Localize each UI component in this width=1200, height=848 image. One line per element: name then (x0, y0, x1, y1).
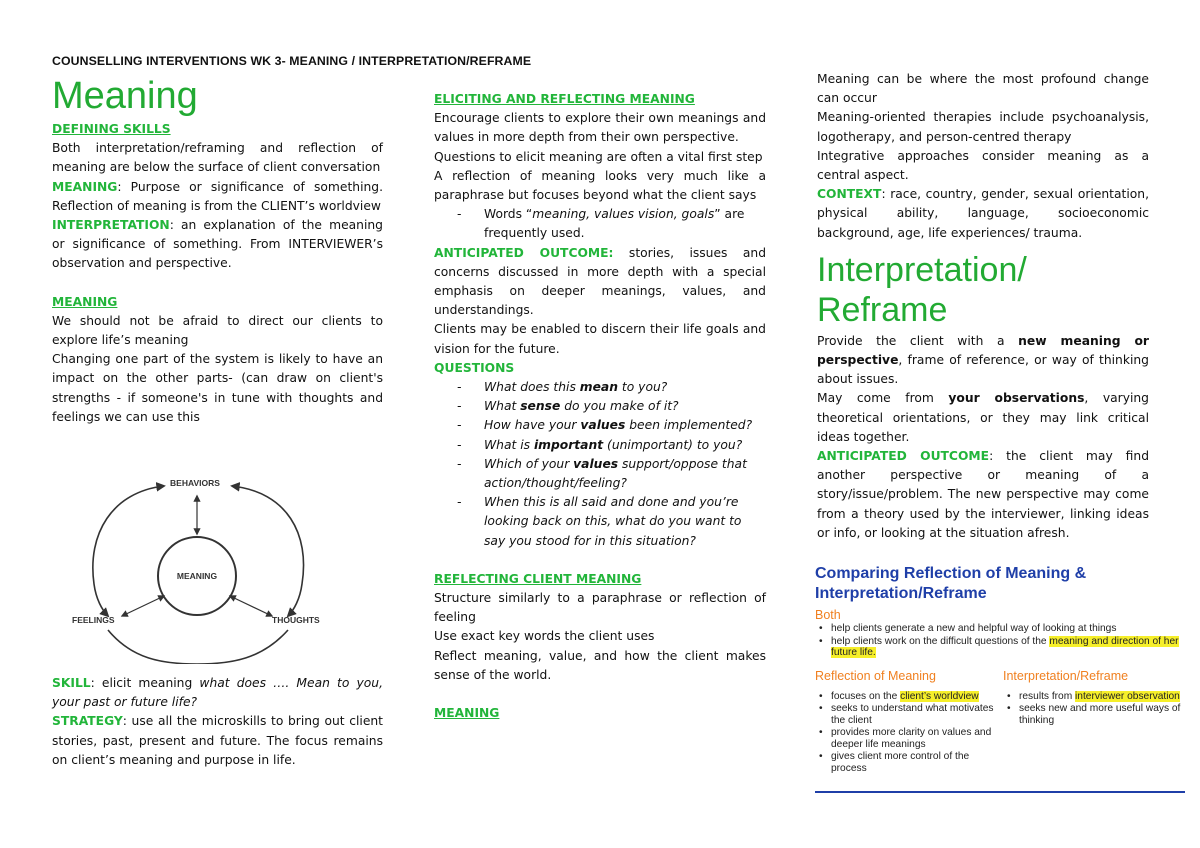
both-list (815, 623, 1185, 659)
document-header: COUNSELLING INTERVENTIONS WK 3- MEANING / INTERPRETATION/REFRAME (52, 54, 532, 68)
both-label: Both (815, 608, 841, 622)
context-label: CONTEXT (817, 187, 882, 202)
strategy-label: STRATEGY (52, 714, 123, 729)
anticipated-label: ANTICIPATED OUTCOME: (434, 245, 614, 260)
question-item: - What does this mean to you? (484, 378, 766, 397)
comparison-title: Comparing Reflection of Meaning & Interpretation/Reframe (815, 565, 1087, 602)
defining-skills-heading: DEFINING SKILLS (52, 122, 171, 136)
context-text: : race, country, gender, sexual orientation, physical ability, language, socioeconomic background, age, life experiences/ trauma. (817, 187, 1149, 240)
interpretation-heading: Interpretation/Reframe (1003, 668, 1129, 683)
reflection-heading: Reflection of Meaning (815, 668, 936, 683)
diagram-top-label: BEHAVIORS (170, 478, 220, 488)
arc-left (93, 486, 164, 616)
reflecting-paragraph-1: Structure similarly to a paraphrase or reflection of feeling (434, 591, 766, 625)
interp-anticipated-label: ANTICIPATED OUTCOME (817, 449, 990, 464)
interpretation-label: INTERPRETATION (52, 218, 170, 233)
interpretation-list (1003, 691, 1183, 727)
interp-anticipated-paragraph (817, 447, 1149, 543)
question-item: - Which of your values support/oppose that action/thought/feeling? (484, 455, 766, 493)
strategy-paragraph (52, 712, 383, 770)
both-paragraph: Both interpretation/reframing and reflection of meaning are below the surface of client conversation (52, 141, 383, 175)
reflection-item-1: • focuses on the client’s worldview (831, 691, 1005, 703)
right-paragraph-1: Meaning can be where the most profound change can occur (817, 72, 1149, 106)
arc-right (232, 486, 304, 616)
eliciting-heading: ELICITING AND REFLECTING MEANING (434, 92, 695, 106)
reflecting-heading: REFLECTING CLIENT MEANING (434, 571, 642, 586)
interpretation-item-2: • seeks new and more useful ways of thinking (1019, 703, 1183, 726)
questions-list (434, 378, 766, 551)
reflection-item-3: • provides more clarity on values and deeper life meanings (831, 727, 1005, 750)
diagram-center-label: MEANING (176, 571, 218, 581)
reflecting-paragraph-3: Reflect meaning, value, and how the client makes sense of the world. (434, 648, 766, 682)
may-come-paragraph: May come from your observations, varying theoretical orientations, or they may link critical ideas together. (817, 391, 1149, 444)
reflection-list (815, 691, 1005, 775)
meaning-paragraph-2: Changing one part of the system is likely to have an impact on the other parts- (can draw on client's strengths - if someone's in tune with thoughts and feelings we can use this (52, 352, 383, 424)
meaning-title: Meaning (52, 75, 198, 117)
meaning-label: MEANING (52, 179, 118, 194)
eliciting-paragraph-3: A reflection of meaning looks very much like a paraphrase but focuses beyond what the client says (434, 168, 766, 203)
column-middle (434, 90, 766, 723)
interpretation-title: Interpretation/ Reframe (817, 250, 1027, 329)
right-paragraph-3: Integrative approaches consider meaning as a central aspect. (817, 148, 1149, 183)
skill-question: what does …. Mean to you, your past or future life? (52, 676, 383, 710)
words-list (434, 205, 766, 243)
question-item: - What sense do you make of it? (484, 397, 766, 416)
column-right (817, 70, 1149, 543)
diagram-right-label: THOUGHTS (272, 615, 320, 625)
reflection-item-4: • gives client more control of the process (831, 751, 1005, 774)
question-item: - When this is all said and done and you’re looking back on this, what do you want to say you stood for in this situation? (484, 493, 766, 551)
meaning-paragraph-1: We should not be afraid to direct our clients to explore life’s meaning (52, 313, 383, 348)
question-item: - What is important (unimportant) to you? (484, 436, 766, 455)
arc-bottom (108, 630, 288, 664)
column-left (52, 74, 383, 427)
meaning-definition (52, 178, 383, 216)
meaning-heading-2: MEANING (434, 706, 500, 721)
words-item: - Words “meaning, values vision, goals” are frequently used. (484, 205, 766, 243)
comparison-bottom-rule (815, 791, 1185, 793)
meaning-section-heading: MEANING (52, 294, 118, 309)
interpretation-definition-text: : an explanation of the meaning or significance of something. From INTERVIEWER’s observation and perspective. (52, 218, 383, 271)
eliciting-paragraph-2: Questions to elicit meaning are often a vital first step (434, 149, 763, 164)
skill-strategy-block (52, 674, 383, 770)
both-item-2: • help clients work on the difficult questions of the meaning and direction of her future life. (831, 636, 1185, 659)
question-item: - How have your values been implemented? (484, 416, 766, 435)
meaning-diagram (52, 474, 352, 664)
context-paragraph (817, 185, 1149, 243)
provide-paragraph: Provide the client with a new meaning or perspective, frame of reference, or way of thinking about issues. (817, 333, 1149, 387)
anticipated-text: stories, issues and concerns discussed in more depth with a special emphasis on deeper meanings, values, and understandings. (434, 245, 767, 318)
strategy-text: : use all the microskills to bring out client stories, past, present and future. The focus remains on client’s meaning and purpose in life. (52, 714, 383, 767)
reflecting-paragraph-2: Use exact key words the client uses (434, 629, 655, 644)
interpretation-item-1: • results from interviewer observation (1019, 691, 1183, 703)
anticipated-outcome-paragraph (434, 244, 766, 321)
comparison-figure (815, 564, 1185, 792)
skill-label: SKILL (52, 676, 91, 690)
arrow-thoughts (230, 596, 272, 616)
eliciting-paragraph-4: Clients may be enabled to discern their life goals and vision for the future. (434, 322, 766, 356)
interpretation-definition (52, 216, 383, 274)
both-item-1: • help clients generate a new and helpful way of looking at things (831, 623, 1185, 635)
eliciting-paragraph-1: Encourage clients to explore their own meanings and values in more depth from their own perspective. (434, 111, 766, 145)
questions-label: QUESTIONS (434, 360, 515, 375)
meaning-definition-text: : Purpose or significance of something. Reflection of meaning is from the CLIENT’s worldview (52, 179, 383, 213)
interpretation-column (1003, 669, 1183, 728)
skill-paragraph (52, 674, 383, 712)
right-paragraph-2: Meaning-oriented therapies include psychoanalysis, logotherapy, and person-centred therapy (817, 110, 1149, 144)
arrow-feelings (122, 596, 164, 616)
reflection-item-2: • seeks to understand what motivates the client (831, 703, 1005, 726)
reflection-column (815, 669, 1005, 776)
skill-text: : elicit meaning (90, 676, 200, 690)
diagram-left-label: FEELINGS (72, 615, 115, 625)
interp-anticipated-text: : the client may find another perspective or meaning of a story/issue/problem. The new perspective may come from a theory used by the interviewer, linking ideas or info, or looking at the situation afresh. (817, 449, 1149, 540)
